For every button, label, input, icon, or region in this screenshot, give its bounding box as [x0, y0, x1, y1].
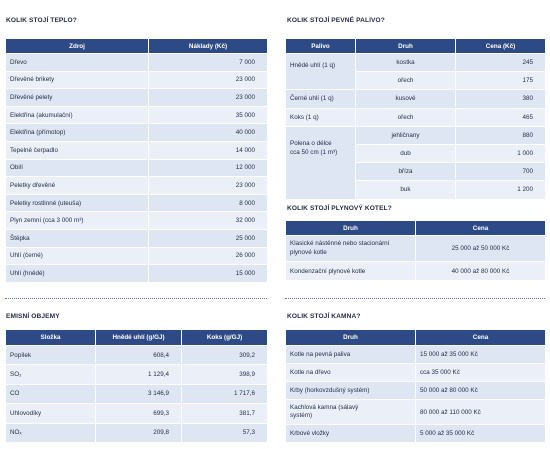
kotel-header-druh: Druh	[286, 221, 416, 236]
teplo-cell: 35 000	[149, 106, 268, 124]
kamna-table	[285, 329, 546, 443]
palivo-cell: ořech	[356, 72, 456, 90]
emise-cell: Popílek	[6, 346, 96, 365]
palivo-cell: 1 000	[456, 144, 546, 162]
emise-header-slozka: Složka	[6, 330, 96, 346]
palivo-cell: 380	[456, 90, 546, 108]
teplo-cell: 23 000	[149, 177, 268, 195]
kamna-cell: Krbové vložky	[286, 425, 416, 443]
palivo-cell: 700	[456, 163, 546, 181]
teplo-cell: Dřevěné pelety	[6, 89, 149, 107]
palivo-group-label: Černé uhlí (1 q)	[286, 90, 356, 108]
kamna-cell: Kotle na dřevo	[286, 364, 416, 382]
kamna-title: KOLIK STOJÍ KAMNA?	[287, 313, 361, 320]
palivo-group-label: Koks (1 q)	[286, 108, 356, 126]
palivo-title: KOLIK STOJÍ PEVNÉ PALIVO?	[287, 17, 385, 24]
emise-cell: SO₂	[6, 365, 96, 384]
palivo-header-druh: Druh	[356, 39, 456, 54]
kotel-cell: Kondenzační plynové kotle	[286, 262, 416, 281]
emise-cell: 398,9	[182, 365, 268, 384]
palivo-cell: kusové	[356, 90, 456, 108]
emise-header-hnede-uhli: Hnědé uhlí (g/GJ)	[96, 330, 182, 346]
teplo-cell: 23 000	[149, 71, 268, 89]
emise-cell: 1 129,4	[96, 365, 182, 384]
palivo-header-cena: Cena (Kč)	[456, 39, 546, 54]
emise-cell: Uhlovodíky	[6, 404, 96, 423]
teplo-header-zdroj: Zdroj	[6, 39, 149, 54]
emise-cell: NOₓ	[6, 423, 96, 442]
separator-right	[285, 298, 545, 299]
teplo-cell: 23 000	[149, 89, 268, 107]
kotel-title: KOLIK STOJÍ PLYNOVÝ KOTEL?	[287, 205, 392, 212]
kotel-cell: 25 000 až 50 000 Kč	[416, 236, 546, 262]
kamna-header-cena: Cena	[416, 330, 546, 346]
emise-cell: CO	[6, 384, 96, 403]
teplo-cell: Dřevo	[6, 54, 149, 72]
separator-left	[5, 298, 267, 299]
teplo-cell: Uhlí (hnědé)	[6, 265, 149, 283]
palivo-cell: kostka	[356, 54, 456, 72]
kotel-cell: Klasické nástěnné nebo stacionární plynové kotle	[286, 236, 416, 262]
teplo-cell: 14 000	[149, 141, 268, 159]
kamna-cell: 15 000 až 35 000 Kč	[416, 346, 546, 364]
emise-cell: 57,3	[182, 423, 268, 442]
emise-title: EMISNÍ OBJEMY	[6, 313, 60, 320]
kamna-cell: 5 000 až 35 000 Kč	[416, 425, 546, 443]
emise-cell: 209,8	[96, 423, 182, 442]
teplo-cell: Obilí	[6, 159, 149, 177]
emise-header-koks: Koks (g/GJ)	[182, 330, 268, 346]
palivo-cell: 175	[456, 72, 546, 90]
teplo-cell: 40 000	[149, 124, 268, 142]
emise-table	[5, 329, 268, 443]
emise-cell: 1 717,6	[182, 384, 268, 403]
teplo-cell: 15 000	[149, 265, 268, 283]
teplo-cell: Tepelné čerpadlo	[6, 141, 149, 159]
kamna-header-druh: Druh	[286, 330, 416, 346]
emise-cell: 699,3	[96, 404, 182, 423]
palivo-group-label: Polena o délce cca 50 cm (1 m³)	[286, 126, 356, 199]
palivo-cell: dub	[356, 144, 456, 162]
kamna-cell: 80 000 až 110 000 Kč	[416, 400, 546, 425]
palivo-cell: ořech	[356, 108, 456, 126]
teplo-cell: Peletky dřevěné	[6, 177, 149, 195]
teplo-cell: 7 000	[149, 54, 268, 72]
palivo-cell: buk	[356, 181, 456, 199]
palivo-header-palivo: Palivo	[286, 39, 356, 54]
kamna-cell: 50 000 až 80 000 Kč	[416, 382, 546, 400]
palivo-table	[285, 38, 546, 200]
emise-cell: 608,4	[96, 346, 182, 365]
emise-cell: 381,7	[182, 404, 268, 423]
kamna-cell: cca 35 000 Kč	[416, 364, 546, 382]
teplo-title: KOLIK STOJÍ TEPLO?	[6, 17, 77, 24]
palivo-cell: jehličnany	[356, 126, 456, 144]
teplo-cell: Elektřina (akumulační)	[6, 106, 149, 124]
palivo-cell: 245	[456, 54, 546, 72]
palivo-cell: 1 200	[456, 181, 546, 199]
kotel-table	[285, 220, 546, 281]
emise-cell: 309,2	[182, 346, 268, 365]
kotel-cell: 40 000 až 80 000 Kč	[416, 262, 546, 281]
kamna-cell: Krby (horkovzdušný systém)	[286, 382, 416, 400]
teplo-cell: Štěpka	[6, 229, 149, 247]
palivo-cell: 880	[456, 126, 546, 144]
teplo-cell: 12 000	[149, 159, 268, 177]
teplo-cell: 8 000	[149, 194, 268, 212]
teplo-cell: Plyn zemní (cca 3 000 m³)	[6, 212, 149, 230]
teplo-cell: Elektřina (přímotop)	[6, 124, 149, 142]
teplo-header-naklady: Náklady (Kč)	[149, 39, 268, 54]
teplo-cell: Uhlí (černé)	[6, 247, 149, 265]
teplo-cell: 25 000	[149, 229, 268, 247]
kamna-cell: Kachlová kamna (sálavý systém)	[286, 400, 416, 425]
palivo-cell: bříza	[356, 163, 456, 181]
teplo-table	[5, 38, 268, 283]
kamna-cell: Kotle na pevná paliva	[286, 346, 416, 364]
teplo-cell: 26 000	[149, 247, 268, 265]
palivo-cell: 465	[456, 108, 546, 126]
teplo-cell: 32 000	[149, 212, 268, 230]
kotel-header-cena: Cena	[416, 221, 546, 236]
palivo-group-label: Hnědé uhlí (1 q)	[286, 54, 356, 90]
teplo-cell: Peletky rostlinné (uteuša)	[6, 194, 149, 212]
teplo-cell: Dřevěné brikety	[6, 71, 149, 89]
emise-cell: 3 146,9	[96, 384, 182, 403]
